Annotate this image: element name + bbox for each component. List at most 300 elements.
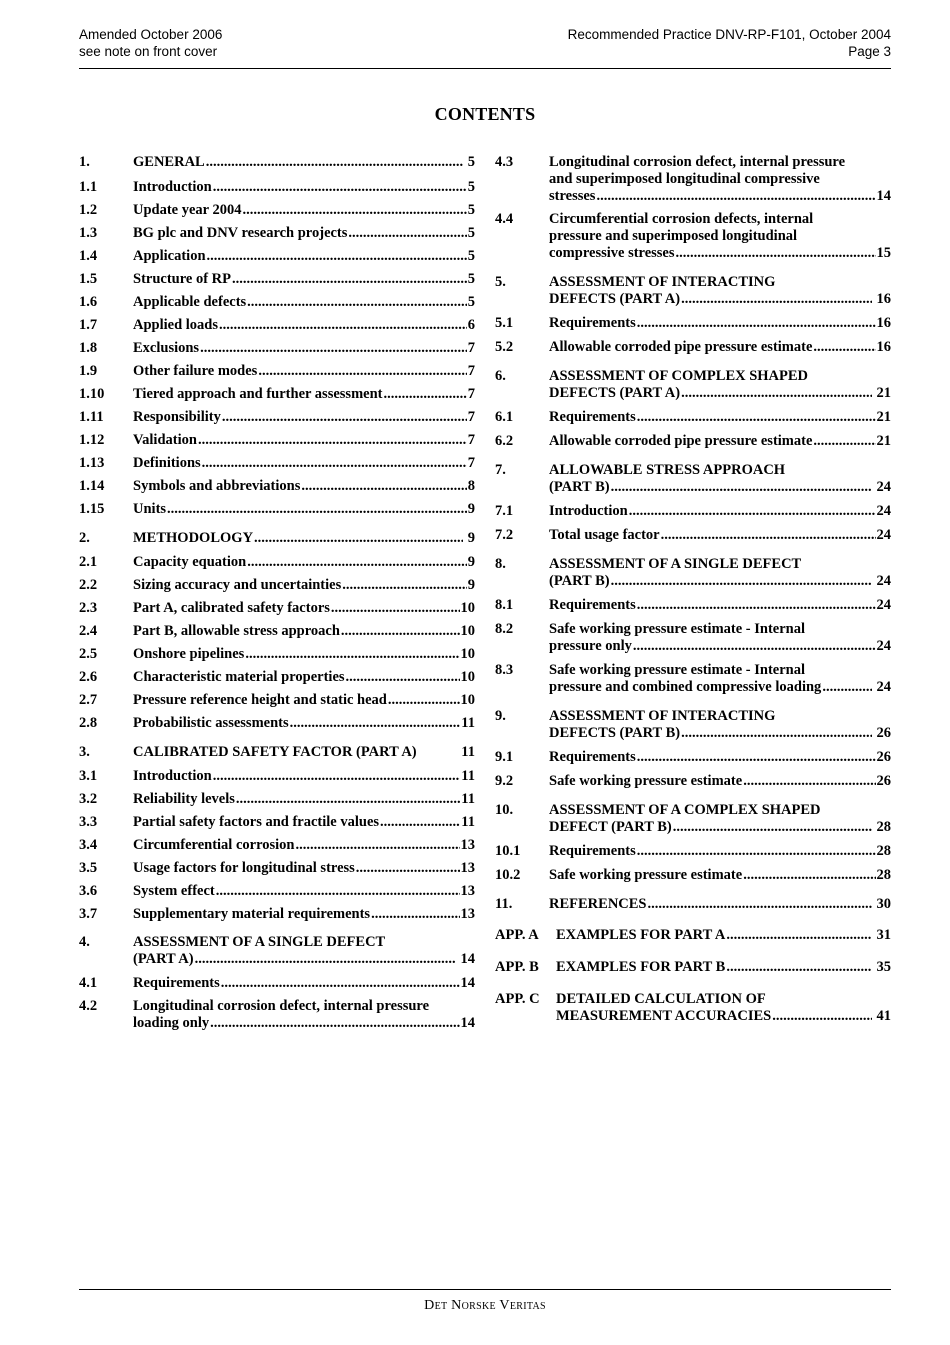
toc-entry-title-line: Safe working pressure estimate - Internal <box>549 621 806 637</box>
toc-entry-page: 11 <box>461 814 475 830</box>
toc-entry-page: 31 <box>876 927 891 943</box>
toc-entry-number: 4.3 <box>495 154 514 170</box>
toc-entry-title: (PART B) <box>549 573 610 589</box>
toc-entry-number: 1.6 <box>79 294 98 310</box>
toc-entry-title-line: ASSESSMENT OF COMPLEX SHAPED <box>549 368 809 384</box>
toc-entry-page: 24 <box>876 527 891 543</box>
toc-entry-body <box>549 621 891 655</box>
toc-entry[interactable] <box>495 556 891 590</box>
header-right <box>568 26 891 60</box>
toc-entry[interactable] <box>79 554 475 571</box>
dot-leader <box>371 906 459 923</box>
toc-entry-page: 26 <box>876 749 891 765</box>
toc-entry[interactable] <box>79 294 475 311</box>
toc-entry[interactable] <box>79 934 475 968</box>
toc-entry-page: 13 <box>460 860 475 876</box>
toc-entry[interactable] <box>79 837 475 854</box>
toc-entry-body <box>133 906 475 923</box>
toc-entry[interactable] <box>495 409 891 426</box>
toc-entry[interactable] <box>79 906 475 923</box>
dot-leader <box>743 773 875 790</box>
dot-leader <box>633 638 876 655</box>
toc-entry-body <box>549 773 891 790</box>
toc-entry-number: 5. <box>495 274 506 290</box>
toc-entry-page: 16 <box>876 315 891 331</box>
toc-entry[interactable] <box>495 802 891 836</box>
toc-entry-body <box>133 554 475 571</box>
toc-entry-number: 3.7 <box>79 906 98 922</box>
dot-leader <box>673 819 872 836</box>
toc-entry[interactable] <box>495 211 891 262</box>
dot-leader <box>207 248 467 265</box>
toc-entry-page: 24 <box>876 679 891 695</box>
toc-entry-title: Requirements <box>549 409 636 425</box>
toc-entry-title-line: ASSESSMENT OF A SINGLE DEFECT <box>133 934 386 950</box>
toc-entry-page: 28 <box>876 867 891 883</box>
toc-entry-number: 1.10 <box>79 386 105 402</box>
toc-entry-number: 3.5 <box>79 860 98 876</box>
toc-entry-number: 2.2 <box>79 577 98 593</box>
dot-leader <box>743 867 875 884</box>
toc-entry[interactable] <box>79 202 475 219</box>
publisher-footer: Det Norske Veritas <box>424 1298 546 1313</box>
toc-entry-title: Symbols and abbreviations <box>133 478 301 494</box>
toc-entry-body <box>133 860 475 877</box>
toc-entry-number: 1.4 <box>79 248 98 264</box>
toc-entry[interactable] <box>79 646 475 663</box>
toc-entry-title-line: pressure and superimposed longitudinal <box>549 228 798 244</box>
dot-leader <box>813 433 875 450</box>
dot-leader <box>213 768 461 785</box>
dot-leader <box>242 202 466 219</box>
toc-entry-title: DEFECTS (PART B) <box>549 725 681 741</box>
toc-entry[interactable] <box>495 315 891 332</box>
toc-entry[interactable] <box>495 597 891 614</box>
dot-leader <box>681 385 871 402</box>
toc-entry-body <box>549 315 891 332</box>
dot-leader <box>216 883 460 900</box>
dot-leader <box>200 340 467 357</box>
toc-entry-body <box>133 154 475 171</box>
toc-entry-number: 8.1 <box>495 597 514 613</box>
toc-entry-page: 14 <box>460 1015 475 1031</box>
toc-entry-page: 13 <box>460 837 475 853</box>
toc-entry-title: DEFECTS (PART A) <box>549 385 681 401</box>
toc-entry[interactable] <box>79 998 475 1032</box>
toc-entry[interactable] <box>79 623 475 640</box>
toc-entry-page: 16 <box>876 291 891 307</box>
toc-entry-body <box>133 577 475 594</box>
toc-entry-number: 2.8 <box>79 715 98 731</box>
toc-entry-title: Structure of RP <box>133 271 231 287</box>
toc-entry-body <box>133 600 475 617</box>
toc-entry-title: pressure and combined compressive loading <box>549 679 822 695</box>
toc-entry-page: 7 <box>467 432 475 448</box>
dot-leader <box>198 432 467 449</box>
toc-entry-number: 10.1 <box>495 843 521 859</box>
toc-entry-number: 2.7 <box>79 692 98 708</box>
toc-entry-number: 10.2 <box>495 867 521 883</box>
toc-entry-page: 9 <box>467 530 475 546</box>
toc-entry-page: 26 <box>876 725 891 741</box>
toc-entry-title: Supplementary material requirements <box>133 906 371 922</box>
toc-entry-title: DEFECTS (PART A) <box>549 291 681 307</box>
toc-entry-page: 10 <box>460 646 475 662</box>
toc-entry-title: System effect <box>133 883 215 899</box>
dot-leader <box>726 927 871 944</box>
toc-entry-page: 21 <box>876 385 891 401</box>
toc-entry-body <box>133 202 475 219</box>
page-header <box>79 24 891 69</box>
toc-entry-page: 8 <box>467 478 475 494</box>
toc-entry-number: 7. <box>495 462 506 478</box>
toc-entry[interactable] <box>79 530 475 547</box>
toc-entry-body <box>549 749 891 766</box>
toc-entry-title: Capacity equation <box>133 554 247 570</box>
toc-entry-title: Update year 2004 <box>133 202 242 218</box>
toc-entry[interactable] <box>495 749 891 766</box>
toc-entry-number: 2.1 <box>79 554 98 570</box>
toc-entry-title: Characteristic material properties <box>133 669 345 685</box>
toc-entry[interactable] <box>79 791 475 808</box>
toc-entry[interactable] <box>79 883 475 900</box>
toc-entry-number: 8. <box>495 556 506 572</box>
toc-entry-body <box>133 975 475 992</box>
toc-entry-title: Requirements <box>549 749 636 765</box>
toc-entry-page: 16 <box>876 339 891 355</box>
toc-entry-body <box>549 211 891 262</box>
toc-entry-number: 1.5 <box>79 271 98 287</box>
toc-entry-page: 11 <box>461 744 475 760</box>
toc-entry-number: 11. <box>495 896 513 912</box>
toc-entry-body <box>133 623 475 640</box>
toc-entry[interactable] <box>495 368 891 402</box>
dot-leader <box>301 478 466 495</box>
toc-entry[interactable] <box>495 433 891 450</box>
toc-entry[interactable] <box>79 179 475 196</box>
toc-entry[interactable] <box>79 340 475 357</box>
toc-entry[interactable] <box>495 503 891 520</box>
toc-entry[interactable] <box>79 600 475 617</box>
toc-entry-page: 24 <box>876 503 891 519</box>
toc-entry-title: METHODOLOGY <box>133 530 254 546</box>
toc-entry[interactable] <box>495 959 891 976</box>
toc-entry-title: Requirements <box>133 975 220 991</box>
toc-entry-title: Introduction <box>133 768 212 784</box>
toc-entry-body <box>549 527 891 544</box>
dot-leader <box>206 154 463 171</box>
toc-entry-title-line: Circumferential corrosion defects, internal <box>549 211 814 227</box>
toc-entry[interactable] <box>495 527 891 544</box>
toc-entry[interactable] <box>495 621 891 655</box>
toc-entry-number: 2.4 <box>79 623 98 639</box>
dot-leader <box>637 843 876 860</box>
toc-entry[interactable] <box>79 814 475 831</box>
toc-entry-page: 5 <box>467 179 475 195</box>
toc-entry[interactable] <box>79 225 475 242</box>
amended-note: Amended October 2006 <box>79 27 223 42</box>
toc-entry-title: Allowable corroded pipe pressure estimate <box>549 339 813 355</box>
toc-entry-title: stresses <box>549 188 596 204</box>
toc-entry-body <box>133 692 475 709</box>
toc-entry-number: 3. <box>79 744 90 760</box>
dot-leader <box>258 363 466 380</box>
toc-entry[interactable] <box>79 154 475 171</box>
toc-entry-number: 3.1 <box>79 768 98 784</box>
toc-entry-page: 5 <box>467 271 475 287</box>
toc-entry-page: 14 <box>460 951 475 967</box>
toc-entry-page: 24 <box>876 597 891 613</box>
toc-entry-title: Introduction <box>549 503 628 519</box>
toc-entry[interactable] <box>79 432 475 449</box>
toc-entry-page: 11 <box>461 791 475 807</box>
toc-entry-page: 11 <box>461 768 475 784</box>
toc-entry-title: Definitions <box>133 455 201 471</box>
dot-leader <box>247 554 467 571</box>
toc-entry-body <box>549 843 891 860</box>
toc-entry-number: 1. <box>79 154 90 170</box>
toc-entry-number: 6.1 <box>495 409 514 425</box>
toc-entry-body <box>133 248 475 265</box>
toc-entry[interactable] <box>79 455 475 472</box>
toc-entry[interactable] <box>79 317 475 334</box>
toc-entry[interactable] <box>495 927 891 944</box>
toc-entry-page: 9 <box>467 577 475 593</box>
toc-entry-number: 1.1 <box>79 179 98 195</box>
toc-entry-page: 7 <box>467 386 475 402</box>
toc-entry[interactable] <box>79 744 475 761</box>
toc-entry[interactable] <box>495 462 891 496</box>
dot-leader <box>221 975 460 992</box>
dot-leader <box>813 339 875 356</box>
toc-entry[interactable] <box>79 478 475 495</box>
dot-leader <box>195 951 456 968</box>
toc-entry-title: Responsibility <box>133 409 221 425</box>
toc-entry-number: 8.3 <box>495 662 514 678</box>
dot-leader <box>341 623 460 640</box>
toc-entry[interactable] <box>79 692 475 709</box>
toc-entry-title-line: Safe working pressure estimate - Internal <box>549 662 806 678</box>
toc-entry[interactable] <box>79 271 475 288</box>
toc-entry-body <box>133 934 475 968</box>
toc-entry-title: Units <box>133 501 167 517</box>
toc-entry[interactable] <box>79 248 475 265</box>
toc-entry-page: 21 <box>876 433 891 449</box>
toc-entry-title: Sizing accuracy and uncertainties <box>133 577 342 593</box>
toc-entry-title: Safe working pressure estimate <box>549 773 743 789</box>
toc-entry-page: 15 <box>876 245 891 261</box>
toc-entry-number: 1.13 <box>79 455 105 471</box>
toc-entry-title-line: ASSESSMENT OF A SINGLE DEFECT <box>549 556 802 572</box>
dot-leader <box>676 245 876 262</box>
header-left <box>79 26 222 60</box>
toc-entry[interactable] <box>79 715 475 732</box>
toc-entry-body <box>133 340 475 357</box>
toc-entry-number: 3.2 <box>79 791 98 807</box>
toc-entry[interactable] <box>79 363 475 380</box>
dot-leader <box>202 455 467 472</box>
toc-column-right <box>495 154 891 1025</box>
toc-entry[interactable] <box>495 339 891 356</box>
toc-entry-page: 28 <box>876 843 891 859</box>
toc-entry-title: Safe working pressure estimate <box>549 867 743 883</box>
toc-entry[interactable] <box>79 860 475 877</box>
toc-entry-title: BG plc and DNV research projects <box>133 225 348 241</box>
toc-entry-title: EXAMPLES FOR PART A <box>556 927 726 943</box>
toc-entry[interactable] <box>495 154 891 205</box>
toc-entry-title: MEASUREMENT ACCURACIES <box>556 1008 772 1024</box>
toc-entry[interactable] <box>495 867 891 884</box>
toc-entry-number: 1.2 <box>79 202 98 218</box>
toc-entry-page: 10 <box>460 692 475 708</box>
toc-entry-number: 4.2 <box>79 998 98 1014</box>
toc-entry-number: 1.8 <box>79 340 98 356</box>
toc-entry[interactable] <box>495 708 891 742</box>
dot-leader <box>236 791 460 808</box>
toc-entry-title: Circumferential corrosion <box>133 837 295 853</box>
front-cover-note: see note on front cover <box>79 44 218 59</box>
toc-entry[interactable] <box>495 773 891 790</box>
toc-entry-page: 10 <box>460 600 475 616</box>
toc-entry[interactable] <box>495 274 891 308</box>
dot-leader <box>596 188 875 205</box>
toc-entry-body <box>556 959 891 976</box>
footer-rule <box>79 1289 891 1290</box>
toc-entry-title: CALIBRATED SAFETY FACTOR (PART A) <box>133 744 417 760</box>
toc-entry-number: 6.2 <box>495 433 514 449</box>
toc-entry-number: 5.1 <box>495 315 514 331</box>
toc-entry-title: Pressure reference height and static head <box>133 692 387 708</box>
toc-entry-number: 7.1 <box>495 503 514 519</box>
toc-entry-title: Requirements <box>549 843 636 859</box>
toc-entry-page: 13 <box>460 906 475 922</box>
toc-entry[interactable] <box>79 577 475 594</box>
toc-entry-number: 9. <box>495 708 506 724</box>
toc-entry-number: 4.4 <box>495 211 514 227</box>
toc-entry-body <box>133 294 475 311</box>
toc-entry-page: 7 <box>467 340 475 356</box>
toc-entry-page: 26 <box>876 773 891 789</box>
toc-entry[interactable] <box>495 843 891 860</box>
toc-entry-title-line: and superimposed longitudinal compressive <box>549 171 820 187</box>
toc-entry-number: 1.12 <box>79 432 105 448</box>
toc-entry[interactable] <box>79 501 475 518</box>
toc-entry-page: 5 <box>467 154 475 170</box>
toc-entry-number: APP. B <box>495 959 539 975</box>
toc-entry-title-line: Longitudinal corrosion defect, internal pressure <box>133 998 430 1014</box>
toc-entry[interactable] <box>79 409 475 426</box>
toc-entry-body <box>549 867 891 884</box>
toc-entry-title: Requirements <box>549 597 636 613</box>
toc-entry-number: 10. <box>495 802 514 818</box>
dot-leader <box>219 317 467 334</box>
dot-leader <box>822 679 871 696</box>
toc-entry-number: 7.2 <box>495 527 514 543</box>
toc-entry-body <box>549 154 891 205</box>
toc-entry-title: REFERENCES <box>549 896 647 912</box>
dot-leader <box>247 294 467 311</box>
dot-leader <box>331 600 460 617</box>
dot-leader <box>222 409 467 426</box>
toc-entry-body <box>133 455 475 472</box>
toc-entry-page: 13 <box>460 883 475 899</box>
toc-entry-body <box>133 317 475 334</box>
toc-entry-body <box>133 225 475 242</box>
toc-entry-number: 6. <box>495 368 506 384</box>
toc-entry-title: Applied loads <box>133 317 219 333</box>
toc-entry-title-line: DETAILED CALCULATION OF <box>556 991 766 1007</box>
toc-entry-title: Probabilistic assessments <box>133 715 289 731</box>
dot-leader <box>342 577 467 594</box>
toc-entry-number: 1.15 <box>79 501 105 517</box>
toc-entry-number: 1.14 <box>79 478 105 494</box>
toc-entry-title: Onshore pipelines <box>133 646 245 662</box>
dot-leader <box>210 1015 459 1032</box>
toc-entry-body <box>133 478 475 495</box>
toc-entry[interactable] <box>79 768 475 785</box>
dot-leader <box>388 692 460 709</box>
toc-entry-number: 1.9 <box>79 363 98 379</box>
toc-entry-number: 1.3 <box>79 225 98 241</box>
toc-entry-body <box>549 339 891 356</box>
toc-entry-number: 3.6 <box>79 883 98 899</box>
dot-leader <box>290 715 461 732</box>
toc-entry[interactable] <box>79 975 475 992</box>
dot-leader <box>661 527 876 544</box>
toc-entry[interactable] <box>79 386 475 403</box>
toc-entry-title: EXAMPLES FOR PART B <box>556 959 726 975</box>
toc-entry[interactable] <box>495 896 891 913</box>
toc-entry[interactable] <box>79 669 475 686</box>
toc-entry-number: 1.7 <box>79 317 98 333</box>
toc-entry-page: 41 <box>876 1008 891 1024</box>
toc-entry-title: Application <box>133 248 206 264</box>
toc-entry-page: 5 <box>467 225 475 241</box>
toc-entry-title: Usage factors for longitudinal stress <box>133 860 355 876</box>
toc-entry-number: 3.4 <box>79 837 98 853</box>
dot-leader <box>295 837 459 854</box>
toc-entry-title: Other failure modes <box>133 363 258 379</box>
dot-leader <box>629 503 876 520</box>
toc-entry[interactable] <box>495 991 891 1025</box>
toc-entry-title: Introduction <box>133 179 212 195</box>
toc-entry-page: 14 <box>876 188 891 204</box>
toc-entry-body <box>133 432 475 449</box>
toc-entry-title: Part B, allowable stress approach <box>133 623 340 639</box>
toc-entry-page: 10 <box>460 623 475 639</box>
dot-leader <box>772 1008 871 1025</box>
toc-entry-body <box>133 744 475 761</box>
toc-entry-body <box>556 991 891 1025</box>
toc-entry-page: 5 <box>467 248 475 264</box>
toc-entry-page: 9 <box>467 501 475 517</box>
toc-entry-number: 5.2 <box>495 339 514 355</box>
toc-entry-number: 2. <box>79 530 90 546</box>
toc-entry-body <box>133 501 475 518</box>
toc-entry-page: 9 <box>467 554 475 570</box>
dot-leader <box>254 530 463 547</box>
toc-entry[interactable] <box>495 662 891 696</box>
toc-entry-title-line: ASSESSMENT OF INTERACTING <box>549 274 776 290</box>
dot-leader <box>346 669 460 686</box>
toc-entry-title: (PART A) <box>133 951 194 967</box>
toc-entry-title: Total usage factor <box>549 527 660 543</box>
toc-entry-page: 5 <box>467 202 475 218</box>
toc-entry-title: Validation <box>133 432 197 448</box>
page-number: Page 3 <box>848 44 891 59</box>
toc-entry-page: 7 <box>467 455 475 471</box>
toc-entry-number: APP. A <box>495 927 539 943</box>
